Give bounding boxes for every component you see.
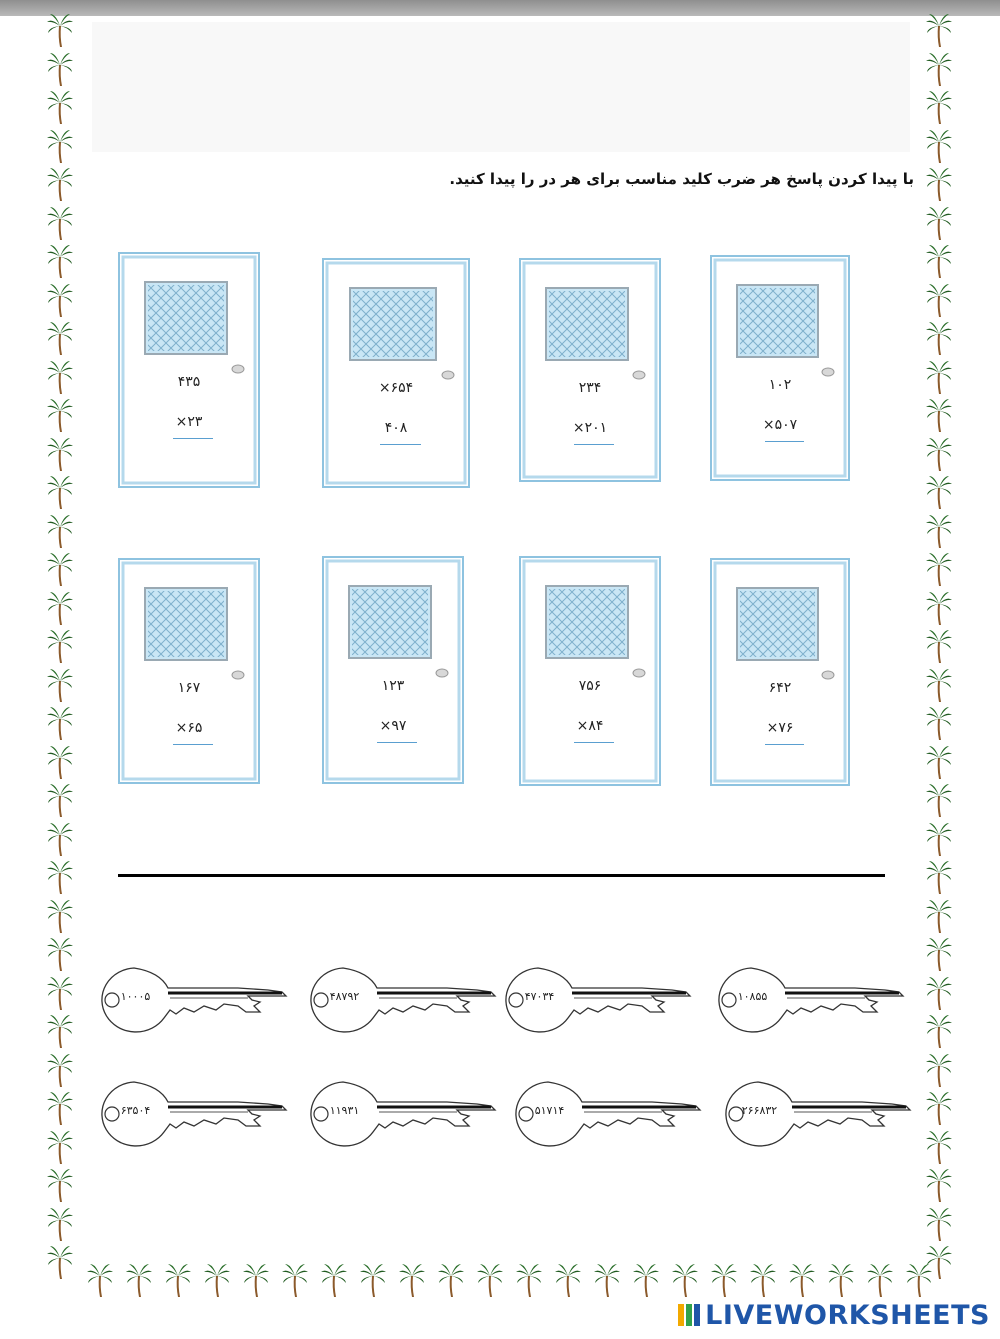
door-factor-bottom: ×۲۳ bbox=[175, 414, 203, 430]
door-icon bbox=[710, 255, 850, 481]
palm-tree-icon bbox=[866, 1262, 894, 1298]
palm-tree-icon bbox=[925, 667, 953, 703]
key-number: ۵۱۷۱۴ bbox=[534, 1104, 565, 1117]
door-factor-top: ۴۳۵ bbox=[177, 374, 201, 390]
key-card bbox=[88, 962, 288, 1034]
palm-tree-icon bbox=[925, 359, 953, 395]
key-number: ۱۱۹۳۱ bbox=[329, 1104, 360, 1117]
palm-tree-icon bbox=[554, 1262, 582, 1298]
palm-tree-icon bbox=[86, 1262, 114, 1298]
key-number: ۱۰۰۰۵ bbox=[120, 990, 151, 1003]
door-factor-top: ×۶۵۴ bbox=[378, 380, 414, 396]
header-blank-area bbox=[92, 22, 910, 152]
top-border-strip bbox=[0, 0, 1000, 16]
palm-tree-icon bbox=[593, 1262, 621, 1298]
palm-tree-icon bbox=[46, 705, 74, 741]
palm-tree-icon bbox=[46, 821, 74, 857]
palm-tree-icon bbox=[925, 1013, 953, 1049]
door-card bbox=[710, 255, 850, 481]
palm-tree-icon bbox=[46, 1244, 74, 1280]
palm-tree-icon bbox=[46, 320, 74, 356]
palm-tree-icon bbox=[925, 12, 953, 48]
palm-tree-icon bbox=[125, 1262, 153, 1298]
door-card bbox=[322, 258, 470, 488]
answer-line bbox=[173, 438, 213, 439]
palm-tree-icon bbox=[281, 1262, 309, 1298]
palm-tree-icon bbox=[320, 1262, 348, 1298]
palm-tree-icon bbox=[925, 397, 953, 433]
palm-tree-icon bbox=[925, 975, 953, 1011]
palm-tree-icon bbox=[905, 1262, 933, 1298]
door-factor-top: ۱۶۷ bbox=[177, 680, 201, 696]
key-number: ۴۷۰۳۴ bbox=[524, 990, 555, 1003]
palm-tree-icon bbox=[203, 1262, 231, 1298]
key-number: ۱۰۸۵۵ bbox=[737, 990, 768, 1003]
door-factor-top: ۲۳۴ bbox=[578, 380, 602, 396]
key-card bbox=[502, 1076, 702, 1148]
palm-tree-icon bbox=[46, 551, 74, 587]
palm-tree-icon bbox=[164, 1262, 192, 1298]
palm-tree-icon bbox=[925, 320, 953, 356]
palm-tree-icon bbox=[925, 705, 953, 741]
palm-tree-icon bbox=[925, 128, 953, 164]
key-card bbox=[492, 962, 692, 1034]
key-card bbox=[297, 1076, 497, 1148]
palm-tree-icon bbox=[925, 474, 953, 510]
door-icon bbox=[118, 252, 260, 488]
palm-tree-icon bbox=[925, 1052, 953, 1088]
palm-tree-icon bbox=[46, 89, 74, 125]
palm-tree-icon bbox=[46, 166, 74, 202]
palm-tree-icon bbox=[46, 1090, 74, 1126]
door-factor-top: ۷۵۶ bbox=[578, 678, 602, 694]
palm-tree-icon bbox=[46, 975, 74, 1011]
door-card bbox=[322, 556, 464, 784]
key-card bbox=[705, 962, 905, 1034]
divider-line bbox=[118, 874, 885, 877]
palm-tree-icon bbox=[46, 243, 74, 279]
palm-tree-icon bbox=[46, 1052, 74, 1088]
palm-tree-icon bbox=[46, 667, 74, 703]
palm-tree-icon bbox=[925, 782, 953, 818]
answer-line bbox=[574, 444, 614, 445]
liveworksheets-logo-icon bbox=[677, 1301, 701, 1329]
palm-tree-icon bbox=[46, 397, 74, 433]
instruction-text: با پیدا کردن پاسخ هر ضرب کلید مناسب برای هر در را پیدا کنید. bbox=[449, 170, 914, 188]
door-card bbox=[710, 558, 850, 786]
palm-tree-icon bbox=[46, 12, 74, 48]
palm-tree-icon bbox=[925, 166, 953, 202]
key-number: ۶۳۵۰۴ bbox=[120, 1104, 151, 1117]
palm-tree-icon bbox=[788, 1262, 816, 1298]
answer-line bbox=[765, 744, 804, 745]
door-card bbox=[118, 558, 260, 784]
palm-tree-icon bbox=[925, 1129, 953, 1165]
palm-tree-icon bbox=[46, 898, 74, 934]
liveworksheets-brand bbox=[677, 1297, 990, 1333]
palm-tree-icon bbox=[46, 859, 74, 895]
palm-tree-icon bbox=[925, 205, 953, 241]
palm-tree-icon bbox=[925, 744, 953, 780]
palm-tree-icon bbox=[925, 1206, 953, 1242]
palm-tree-icon bbox=[925, 859, 953, 895]
door-icon bbox=[519, 556, 661, 786]
palm-tree-icon bbox=[925, 551, 953, 587]
palm-tree-icon bbox=[242, 1262, 270, 1298]
answer-line bbox=[173, 744, 213, 745]
door-factor-top: ۱۲۳ bbox=[381, 678, 405, 694]
door-factor-bottom: ×۹۷ bbox=[379, 718, 407, 734]
palm-tree-icon bbox=[46, 628, 74, 664]
palm-tree-icon bbox=[749, 1262, 777, 1298]
brand-text: LIVEWORKSHEETS bbox=[705, 1299, 990, 1331]
door-factor-bottom: ×۸۴ bbox=[576, 718, 604, 734]
palm-tree-icon bbox=[46, 51, 74, 87]
door-icon bbox=[322, 258, 470, 488]
answer-line bbox=[377, 742, 417, 743]
key-number: ۴۸۷۹۲ bbox=[329, 990, 360, 1003]
answer-line bbox=[765, 441, 804, 442]
palm-tree-icon bbox=[46, 359, 74, 395]
palm-tree-icon bbox=[925, 936, 953, 972]
palm-tree-icon bbox=[925, 821, 953, 857]
palm-tree-icon bbox=[925, 89, 953, 125]
palm-tree-icon bbox=[671, 1262, 699, 1298]
palm-tree-icon bbox=[925, 1090, 953, 1126]
palm-tree-icon bbox=[46, 1206, 74, 1242]
key-card bbox=[88, 1076, 288, 1148]
palm-tree-icon bbox=[46, 744, 74, 780]
palm-tree-icon bbox=[46, 936, 74, 972]
palm-tree-icon bbox=[925, 1167, 953, 1203]
palm-tree-icon bbox=[632, 1262, 660, 1298]
palm-tree-icon bbox=[46, 128, 74, 164]
door-icon bbox=[118, 558, 260, 784]
key-number: ۲۶۶۸۳۲ bbox=[741, 1104, 778, 1117]
palm-tree-icon bbox=[359, 1262, 387, 1298]
door-card bbox=[519, 556, 661, 786]
door-factor-bottom: ×۶۵ bbox=[175, 720, 203, 736]
answer-line bbox=[380, 444, 421, 445]
door-factor-top: ۶۴۲ bbox=[768, 680, 792, 696]
door-factor-bottom: ۴۰۸ bbox=[384, 420, 408, 436]
answer-line bbox=[574, 742, 614, 743]
palm-tree-icon bbox=[46, 205, 74, 241]
palm-tree-icon bbox=[46, 513, 74, 549]
palm-tree-icon bbox=[515, 1262, 543, 1298]
key-card bbox=[297, 962, 497, 1034]
door-card bbox=[519, 258, 661, 482]
door-factor-bottom: ×۷۶ bbox=[766, 720, 794, 736]
door-factor-bottom: ×۲۰۱ bbox=[572, 420, 608, 436]
palm-tree-icon bbox=[398, 1262, 426, 1298]
palm-tree-icon bbox=[925, 243, 953, 279]
palm-tree-icon bbox=[46, 282, 74, 318]
palm-tree-icon bbox=[46, 474, 74, 510]
palm-tree-icon bbox=[476, 1262, 504, 1298]
palm-tree-icon bbox=[925, 590, 953, 626]
palm-tree-icon bbox=[925, 51, 953, 87]
key-card bbox=[712, 1076, 912, 1148]
palm-tree-icon bbox=[46, 1129, 74, 1165]
palm-tree-icon bbox=[46, 1013, 74, 1049]
door-icon bbox=[710, 558, 850, 786]
door-factor-bottom: ×۵۰۷ bbox=[762, 417, 798, 433]
door-icon bbox=[519, 258, 661, 482]
door-factor-top: ۱۰۲ bbox=[768, 377, 792, 393]
door-card bbox=[118, 252, 260, 488]
palm-tree-icon bbox=[925, 513, 953, 549]
palm-tree-icon bbox=[925, 628, 953, 664]
palm-tree-icon bbox=[925, 282, 953, 318]
palm-tree-icon bbox=[46, 590, 74, 626]
palm-tree-icon bbox=[46, 1167, 74, 1203]
palm-tree-icon bbox=[925, 898, 953, 934]
palm-tree-icon bbox=[46, 436, 74, 472]
palm-tree-icon bbox=[46, 782, 74, 818]
palm-tree-icon bbox=[925, 436, 953, 472]
door-icon bbox=[322, 556, 464, 784]
palm-tree-icon bbox=[437, 1262, 465, 1298]
palm-tree-icon bbox=[827, 1262, 855, 1298]
palm-tree-icon bbox=[710, 1262, 738, 1298]
